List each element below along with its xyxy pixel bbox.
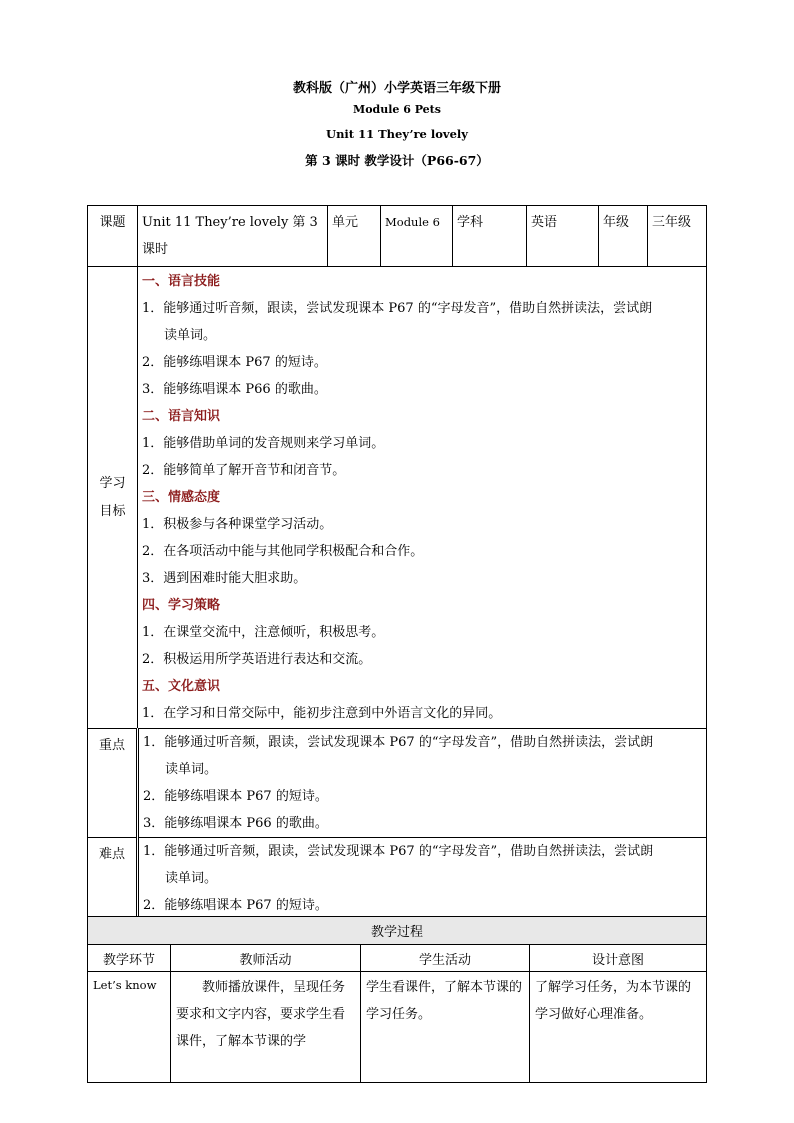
objectives-label: 学习目标 xyxy=(99,475,126,519)
objectives-row xyxy=(88,267,707,729)
subject-value: 英语 xyxy=(531,215,558,230)
key-point-item: 1．能够通过听音频，跟读，尝试发现课本 P67 的“字母发音”，借助自然拼读法，尝试朗 xyxy=(143,735,654,750)
key-point-item: 读单词。 xyxy=(165,762,218,777)
objective-item: 1．能够通过听音频，跟读，尝试发现课本 P67 的“字母发音”，借助自然拼读法，尝试朗 xyxy=(142,301,653,316)
objective-item: 1．能够借助单词的发音规则来学习单词。 xyxy=(142,436,385,451)
objective-item: 2．积极运用所学英语进行表达和交流。 xyxy=(142,652,372,667)
grade-label: 年级 xyxy=(603,215,630,230)
document-title: 教科版（广州）小学英语三年级下册 xyxy=(292,81,501,96)
objective-item: 1．积极参与各种课堂学习活动。 xyxy=(142,517,333,532)
info-row xyxy=(88,206,707,267)
process-title: 教学过程 xyxy=(88,917,707,945)
topic-label: 课题 xyxy=(99,215,126,230)
grade-value: 三年级 xyxy=(652,215,692,230)
subject-label: 学科 xyxy=(457,215,484,230)
section-heading: 一、语言技能 xyxy=(142,274,221,289)
objective-item: 2．能够练唱课本 P67 的短诗。 xyxy=(142,355,327,370)
section-heading: 四、学习策略 xyxy=(142,598,221,613)
key-point-item: 3．能够练唱课本 P66 的歌曲。 xyxy=(143,816,328,831)
key-points-label: 重点 xyxy=(98,738,125,753)
objective-item: 1．在课堂交流中，注意倾听，积极思考。 xyxy=(142,625,385,640)
table-row xyxy=(88,972,707,1083)
design-intent-cell: 了解学习任务，为本节课的学习做好心理准备。 xyxy=(535,980,692,1022)
unit-label: 单元 xyxy=(332,215,359,230)
column-header: 教师活动 xyxy=(171,945,361,972)
section-heading: 二、语言知识 xyxy=(142,409,221,424)
difficulty-item: 1．能够通过听音频，跟读，尝试发现课本 P67 的“字母发音”，借助自然拼读法，尝试朗 xyxy=(143,844,654,859)
difficulty-item: 2．能够练唱课本 P67 的短诗。 xyxy=(143,898,328,913)
topic-value: Unit 11 They’re lovely 第 3 课时 xyxy=(142,215,318,257)
section-heading: 五、文化意识 xyxy=(142,679,221,694)
section-heading: 三、情感态度 xyxy=(142,490,221,505)
objective-item: 2．能够简单了解开音节和闭音节。 xyxy=(142,463,346,478)
key-points-row xyxy=(88,729,707,838)
lesson-title: 第 3 课时 教学设计（P66-67） xyxy=(305,153,489,168)
unit-value: Module 6 xyxy=(385,215,440,229)
unit-title: Unit 11 They’re lovely xyxy=(326,127,468,141)
key-point-item: 2．能够练唱课本 P67 的短诗。 xyxy=(143,789,328,804)
difficulties-label: 难点 xyxy=(98,847,125,862)
difficulties-row xyxy=(88,838,707,921)
objective-item: 2．在各项活动中能与其他同学积极配合和合作。 xyxy=(142,544,424,559)
objective-item: 读单词。 xyxy=(164,328,217,343)
objective-item: 3．能够练唱课本 P66 的歌曲。 xyxy=(142,382,327,397)
objective-item: 3．遇到困难时能大胆求助。 xyxy=(142,571,307,586)
objectives-content xyxy=(138,268,706,727)
objective-item: 1．在学习和日常交际中，能初步注意到中外语言文化的异同。 xyxy=(142,706,502,721)
student-activity-cell: 学生看课件，了解本节课的学习任务。 xyxy=(366,980,523,1022)
column-header: 设计意图 xyxy=(530,945,707,972)
module-title: Module 6 Pets xyxy=(353,103,441,116)
stage-cell: Let’s know xyxy=(93,978,157,992)
column-header: 教学环节 xyxy=(88,945,171,972)
teacher-activity-cell: 教师播放课件，呈现任务要求和文字内容，要求学生看课件，了解本节课的学 xyxy=(176,980,346,1049)
teaching-process-table xyxy=(87,916,707,1083)
difficulty-item: 读单词。 xyxy=(165,871,218,886)
column-header: 学生活动 xyxy=(361,945,530,972)
lesson-info-table xyxy=(87,205,707,921)
